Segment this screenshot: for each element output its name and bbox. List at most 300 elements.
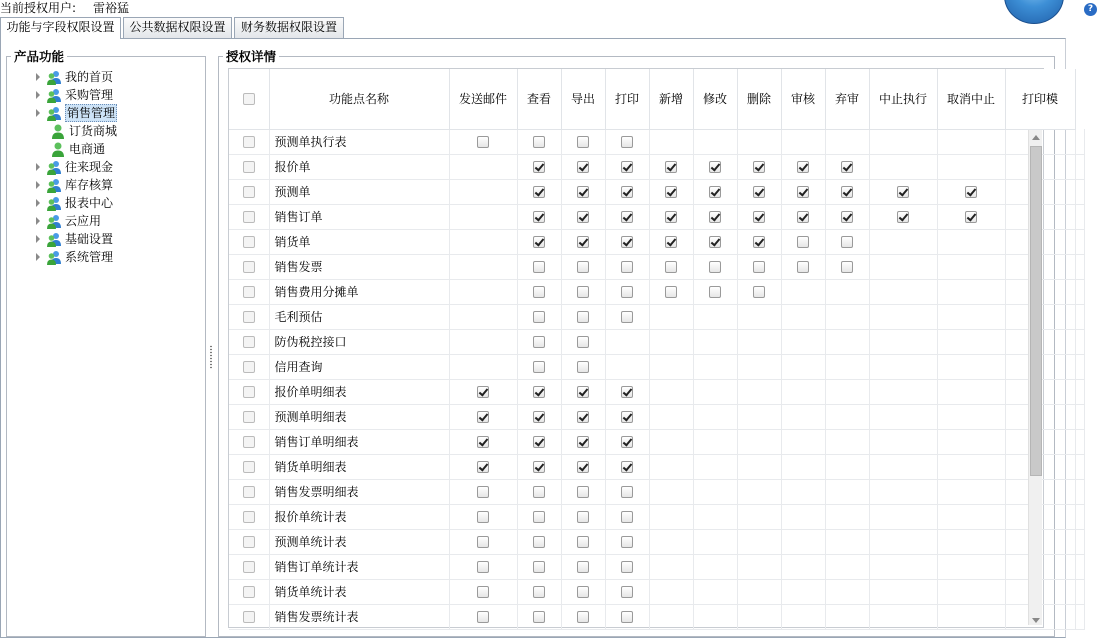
tab-public-data-permissions[interactable]: 公共数据权限设置 bbox=[123, 17, 232, 38]
permission-cell bbox=[937, 354, 1005, 379]
permission-cell bbox=[1075, 604, 1085, 629]
permission-checkbox[interactable] bbox=[753, 161, 765, 173]
select-all-checkbox[interactable] bbox=[243, 93, 255, 105]
permission-cell bbox=[605, 179, 649, 204]
row-select-cell bbox=[229, 204, 269, 229]
function-name-cell: 预测单明细表 bbox=[269, 404, 449, 429]
permission-checkbox[interactable] bbox=[577, 236, 589, 248]
permission-cell bbox=[781, 229, 825, 254]
permission-cell bbox=[825, 229, 869, 254]
permission-cell bbox=[781, 254, 825, 279]
permission-cell bbox=[693, 129, 737, 154]
permission-cell bbox=[649, 279, 693, 304]
permission-cell bbox=[693, 254, 737, 279]
permission-checkbox[interactable] bbox=[621, 261, 633, 273]
row-select-cell bbox=[229, 529, 269, 554]
splitter-handle[interactable] bbox=[209, 345, 213, 369]
row-select-checkbox[interactable] bbox=[243, 136, 255, 148]
permission-detail-title: 授权详情 bbox=[226, 49, 277, 64]
permission-cell bbox=[561, 529, 605, 554]
table-row bbox=[229, 179, 1085, 204]
permission-cell bbox=[605, 254, 649, 279]
row-select-checkbox[interactable] bbox=[243, 611, 255, 623]
permission-cell bbox=[649, 404, 693, 429]
permission-checkbox[interactable] bbox=[577, 136, 589, 148]
tab-finance-data-permissions[interactable]: 财务数据权限设置 bbox=[234, 17, 344, 38]
permission-checkbox[interactable] bbox=[665, 261, 677, 273]
permission-checkbox[interactable] bbox=[797, 211, 809, 223]
permission-cell bbox=[693, 379, 737, 404]
permission-checkbox[interactable] bbox=[577, 436, 589, 448]
permission-checkbox[interactable] bbox=[965, 211, 977, 223]
permission-checkbox[interactable] bbox=[621, 486, 633, 498]
permission-cell bbox=[737, 529, 781, 554]
permission-checkbox[interactable] bbox=[665, 286, 677, 298]
permission-checkbox[interactable] bbox=[577, 561, 589, 573]
permission-cell bbox=[649, 454, 693, 479]
permission-checkbox[interactable] bbox=[533, 461, 545, 473]
table-row bbox=[229, 404, 1085, 429]
permission-checkbox[interactable] bbox=[533, 286, 545, 298]
permission-checkbox[interactable] bbox=[577, 536, 589, 548]
row-select-checkbox[interactable] bbox=[243, 311, 255, 323]
table-row bbox=[229, 329, 1085, 354]
permission-cell bbox=[517, 404, 561, 429]
permission-cell bbox=[825, 129, 869, 154]
permission-checkbox[interactable] bbox=[753, 261, 765, 273]
column-header: 删除 bbox=[737, 69, 781, 129]
permission-cell bbox=[869, 579, 937, 604]
permission-checkbox[interactable] bbox=[577, 411, 589, 423]
permission-cell bbox=[649, 254, 693, 279]
function-name-cell: 销售发票明细表 bbox=[269, 479, 449, 504]
permission-checkbox[interactable] bbox=[533, 386, 545, 398]
permission-checkbox[interactable] bbox=[621, 536, 633, 548]
permission-checkbox[interactable] bbox=[533, 336, 545, 348]
permission-checkbox[interactable] bbox=[577, 186, 589, 198]
row-select-checkbox[interactable] bbox=[243, 561, 255, 573]
permission-cell bbox=[649, 204, 693, 229]
row-select-checkbox[interactable] bbox=[243, 286, 255, 298]
permission-cell bbox=[605, 404, 649, 429]
permission-cell bbox=[693, 329, 737, 354]
row-select-checkbox[interactable] bbox=[243, 461, 255, 473]
permission-cell bbox=[737, 204, 781, 229]
permission-cell bbox=[825, 504, 869, 529]
permission-checkbox[interactable] bbox=[477, 436, 489, 448]
permission-cell bbox=[449, 454, 517, 479]
permission-cell bbox=[737, 254, 781, 279]
permission-cell bbox=[561, 254, 605, 279]
permission-cell bbox=[517, 279, 561, 304]
permission-checkbox[interactable] bbox=[841, 211, 853, 223]
permission-checkbox[interactable] bbox=[621, 511, 633, 523]
row-select-cell bbox=[229, 554, 269, 579]
permission-checkbox[interactable] bbox=[577, 311, 589, 323]
permission-checkbox[interactable] bbox=[477, 611, 489, 623]
permission-checkbox[interactable] bbox=[753, 211, 765, 223]
permission-checkbox[interactable] bbox=[753, 236, 765, 248]
permission-checkbox[interactable] bbox=[533, 311, 545, 323]
expand-arrow-icon[interactable] bbox=[36, 163, 40, 171]
permission-checkbox[interactable] bbox=[665, 211, 677, 223]
permission-cell bbox=[1075, 429, 1085, 454]
permission-checkbox[interactable] bbox=[477, 486, 489, 498]
permission-cell bbox=[561, 204, 605, 229]
permission-checkbox[interactable] bbox=[577, 511, 589, 523]
function-name-cell: 销售订单明细表 bbox=[269, 429, 449, 454]
permission-checkbox[interactable] bbox=[709, 211, 721, 223]
permission-checkbox[interactable] bbox=[665, 236, 677, 248]
permission-cell bbox=[449, 479, 517, 504]
permission-checkbox[interactable] bbox=[533, 536, 545, 548]
permission-cell bbox=[693, 504, 737, 529]
permission-cell bbox=[781, 479, 825, 504]
permission-checkbox[interactable] bbox=[709, 261, 721, 273]
permission-cell bbox=[561, 429, 605, 454]
permission-cell bbox=[937, 204, 1005, 229]
permission-checkbox[interactable] bbox=[477, 136, 489, 148]
permission-checkbox[interactable] bbox=[797, 236, 809, 248]
permission-checkbox[interactable] bbox=[665, 186, 677, 198]
help-icon[interactable]: ? bbox=[1084, 3, 1097, 16]
permission-checkbox[interactable] bbox=[897, 186, 909, 198]
row-select-checkbox[interactable] bbox=[243, 161, 255, 173]
permission-cell bbox=[605, 129, 649, 154]
permission-cell bbox=[649, 504, 693, 529]
expand-arrow-icon[interactable] bbox=[36, 199, 40, 207]
permission-cell bbox=[517, 479, 561, 504]
permission-checkbox[interactable] bbox=[797, 261, 809, 273]
expand-arrow-icon[interactable] bbox=[36, 109, 40, 117]
permission-cell bbox=[605, 504, 649, 529]
row-select-checkbox[interactable] bbox=[243, 436, 255, 448]
permission-checkbox[interactable] bbox=[477, 411, 489, 423]
permission-cell bbox=[937, 404, 1005, 429]
row-select-checkbox[interactable] bbox=[243, 536, 255, 548]
permission-cell bbox=[781, 404, 825, 429]
tree-node-label: 库存核算 bbox=[65, 178, 114, 192]
permission-cell bbox=[869, 254, 937, 279]
permission-checkbox[interactable] bbox=[477, 461, 489, 473]
permission-checkbox[interactable] bbox=[621, 236, 633, 248]
permission-cell bbox=[1075, 504, 1085, 529]
permission-checkbox[interactable] bbox=[709, 236, 721, 248]
permission-cell bbox=[693, 404, 737, 429]
permission-checkbox[interactable] bbox=[797, 186, 809, 198]
permission-cell bbox=[825, 404, 869, 429]
row-select-cell bbox=[229, 504, 269, 529]
function-name-cell: 预测单执行表 bbox=[269, 129, 449, 154]
permission-checkbox[interactable] bbox=[477, 586, 489, 598]
permission-checkbox[interactable] bbox=[477, 561, 489, 573]
permission-cell bbox=[449, 529, 517, 554]
permission-checkbox[interactable] bbox=[533, 136, 545, 148]
permission-cell bbox=[517, 154, 561, 179]
permission-cell bbox=[781, 354, 825, 379]
permission-cell bbox=[649, 304, 693, 329]
permission-cell bbox=[937, 179, 1005, 204]
row-select-checkbox[interactable] bbox=[243, 411, 255, 423]
users-icon bbox=[46, 105, 62, 121]
function-name-cell: 信用查询 bbox=[269, 354, 449, 379]
row-select-checkbox[interactable] bbox=[243, 211, 255, 223]
permission-checkbox[interactable] bbox=[477, 536, 489, 548]
permission-checkbox[interactable] bbox=[621, 211, 633, 223]
row-select-checkbox[interactable] bbox=[243, 236, 255, 248]
permission-checkbox[interactable] bbox=[533, 186, 545, 198]
permission-checkbox[interactable] bbox=[577, 161, 589, 173]
scroll-up-icon[interactable] bbox=[1032, 135, 1040, 140]
permission-cell bbox=[449, 329, 517, 354]
permission-cell bbox=[693, 429, 737, 454]
permission-cell bbox=[781, 379, 825, 404]
permission-checkbox[interactable] bbox=[533, 586, 545, 598]
permission-checkbox[interactable] bbox=[577, 261, 589, 273]
permission-cell bbox=[449, 404, 517, 429]
permission-checkbox[interactable] bbox=[577, 386, 589, 398]
permission-checkbox[interactable] bbox=[477, 386, 489, 398]
permission-checkbox[interactable] bbox=[709, 186, 721, 198]
permission-cell bbox=[869, 479, 937, 504]
permission-checkbox[interactable] bbox=[577, 361, 589, 373]
permission-checkbox[interactable] bbox=[897, 211, 909, 223]
permission-cell bbox=[825, 254, 869, 279]
permission-cell bbox=[449, 554, 517, 579]
permission-cell bbox=[781, 154, 825, 179]
function-name-cell: 销售费用分摊单 bbox=[269, 279, 449, 304]
column-header: 打印模 bbox=[1005, 69, 1075, 129]
permission-checkbox[interactable] bbox=[709, 161, 721, 173]
permission-cell bbox=[449, 279, 517, 304]
permission-cell bbox=[649, 154, 693, 179]
permission-checkbox[interactable] bbox=[577, 486, 589, 498]
permission-cell bbox=[517, 229, 561, 254]
users-icon bbox=[46, 177, 62, 193]
permission-checkbox[interactable] bbox=[577, 586, 589, 598]
permission-cell bbox=[737, 229, 781, 254]
permission-cell bbox=[649, 179, 693, 204]
permission-cell bbox=[517, 129, 561, 154]
permission-checkbox[interactable] bbox=[533, 436, 545, 448]
permission-checkbox[interactable] bbox=[533, 236, 545, 248]
permission-cell bbox=[649, 579, 693, 604]
permission-cell bbox=[561, 354, 605, 379]
column-header: 导出 bbox=[561, 69, 605, 129]
permission-cell bbox=[937, 429, 1005, 454]
permission-checkbox[interactable] bbox=[621, 386, 633, 398]
scroll-down-icon[interactable] bbox=[1032, 618, 1040, 623]
permission-checkbox[interactable] bbox=[841, 236, 853, 248]
permission-checkbox[interactable] bbox=[965, 186, 977, 198]
permission-checkbox[interactable] bbox=[577, 461, 589, 473]
expand-arrow-icon[interactable] bbox=[36, 91, 40, 99]
permission-cell bbox=[449, 604, 517, 629]
permission-checkbox[interactable] bbox=[533, 411, 545, 423]
permission-checkbox[interactable] bbox=[533, 611, 545, 623]
users-icon bbox=[46, 249, 62, 265]
function-name-cell: 销售订单 bbox=[269, 204, 449, 229]
permission-cell bbox=[693, 529, 737, 554]
table-row bbox=[229, 304, 1085, 329]
permission-cell bbox=[781, 204, 825, 229]
permission-cell bbox=[693, 179, 737, 204]
permission-cell bbox=[561, 504, 605, 529]
permission-cell bbox=[561, 604, 605, 629]
permission-cell bbox=[561, 279, 605, 304]
permission-checkbox[interactable] bbox=[533, 261, 545, 273]
permission-checkbox[interactable] bbox=[577, 336, 589, 348]
function-name-cell: 销货单统计表 bbox=[269, 579, 449, 604]
permission-cell bbox=[605, 229, 649, 254]
permission-checkbox[interactable] bbox=[533, 511, 545, 523]
permission-checkbox[interactable] bbox=[533, 211, 545, 223]
table-row bbox=[229, 379, 1085, 404]
permission-checkbox[interactable] bbox=[621, 411, 633, 423]
permission-cell bbox=[561, 329, 605, 354]
tree-node-label: 采购管理 bbox=[65, 88, 114, 102]
row-select-checkbox[interactable] bbox=[243, 261, 255, 273]
permission-cell bbox=[869, 454, 937, 479]
permission-cell bbox=[517, 504, 561, 529]
row-select-checkbox[interactable] bbox=[243, 186, 255, 198]
permission-cell bbox=[937, 229, 1005, 254]
permission-checkbox[interactable] bbox=[621, 286, 633, 298]
users-icon bbox=[46, 213, 62, 229]
permission-checkbox[interactable] bbox=[841, 261, 853, 273]
row-select-checkbox[interactable] bbox=[243, 511, 255, 523]
permission-cell bbox=[825, 579, 869, 604]
table-row bbox=[229, 154, 1085, 179]
permission-cell bbox=[517, 329, 561, 354]
permission-cell bbox=[825, 354, 869, 379]
permission-cell bbox=[937, 304, 1005, 329]
row-select-cell bbox=[229, 129, 269, 154]
permission-cell bbox=[449, 254, 517, 279]
permission-cell bbox=[605, 554, 649, 579]
permission-checkbox[interactable] bbox=[797, 161, 809, 173]
row-select-checkbox[interactable] bbox=[243, 361, 255, 373]
tree-node-label: 销售管理 bbox=[67, 106, 116, 120]
users-icon bbox=[46, 87, 62, 103]
permission-checkbox[interactable] bbox=[841, 161, 853, 173]
permission-cell bbox=[1075, 404, 1085, 429]
expand-arrow-icon[interactable] bbox=[36, 253, 40, 261]
permission-cell bbox=[937, 479, 1005, 504]
row-select-cell bbox=[229, 179, 269, 204]
permission-cell bbox=[781, 504, 825, 529]
permission-cell bbox=[693, 154, 737, 179]
tree-node-label: 基础设置 bbox=[65, 232, 114, 246]
permission-checkbox[interactable] bbox=[577, 286, 589, 298]
row-select-checkbox[interactable] bbox=[243, 386, 255, 398]
table-row bbox=[229, 554, 1085, 579]
top-bar bbox=[0, 0, 1108, 17]
permission-cell bbox=[517, 579, 561, 604]
users-icon bbox=[46, 159, 62, 175]
permission-cell bbox=[737, 429, 781, 454]
permission-checkbox[interactable] bbox=[477, 511, 489, 523]
permission-checkbox[interactable] bbox=[709, 286, 721, 298]
permission-checkbox[interactable] bbox=[621, 461, 633, 473]
permission-checkbox[interactable] bbox=[621, 311, 633, 323]
permission-checkbox[interactable] bbox=[621, 611, 633, 623]
permission-cell bbox=[825, 604, 869, 629]
permission-cell bbox=[781, 554, 825, 579]
permission-checkbox[interactable] bbox=[577, 211, 589, 223]
grid-vertical-scrollbar[interactable] bbox=[1028, 130, 1042, 625]
expand-arrow-icon[interactable] bbox=[36, 235, 40, 243]
expand-arrow-icon[interactable] bbox=[36, 217, 40, 225]
row-select-cell bbox=[229, 304, 269, 329]
column-header: 审核 bbox=[781, 69, 825, 129]
permission-cell bbox=[693, 554, 737, 579]
permission-cell bbox=[869, 529, 937, 554]
permission-cell bbox=[1075, 304, 1085, 329]
current-user-label: 当前授权用户: bbox=[0, 1, 77, 15]
permission-checkbox[interactable] bbox=[577, 611, 589, 623]
expand-arrow-icon[interactable] bbox=[36, 73, 40, 81]
column-header: 打印 bbox=[605, 69, 649, 129]
row-select-cell bbox=[229, 154, 269, 179]
permission-cell bbox=[869, 154, 937, 179]
scrollbar-thumb[interactable] bbox=[1030, 146, 1042, 476]
permission-checkbox[interactable] bbox=[621, 161, 633, 173]
permission-checkbox[interactable] bbox=[533, 486, 545, 498]
permission-cell bbox=[781, 604, 825, 629]
tree-node-label: 云应用 bbox=[65, 214, 102, 228]
permission-checkbox[interactable] bbox=[753, 286, 765, 298]
permission-checkbox[interactable] bbox=[753, 186, 765, 198]
function-name-cell: 预测单统计表 bbox=[269, 529, 449, 554]
function-name-cell: 毛利预估 bbox=[269, 304, 449, 329]
permission-checkbox[interactable] bbox=[621, 561, 633, 573]
permission-checkbox[interactable] bbox=[621, 436, 633, 448]
function-name-cell: 销售发票统计表 bbox=[269, 604, 449, 629]
permission-cell bbox=[1075, 179, 1085, 204]
table-row bbox=[229, 204, 1085, 229]
permission-cell bbox=[781, 129, 825, 154]
row-select-checkbox[interactable] bbox=[243, 336, 255, 348]
permission-cell bbox=[517, 604, 561, 629]
permission-cell bbox=[1075, 129, 1085, 154]
row-select-cell bbox=[229, 279, 269, 304]
column-header: 功能点名称 bbox=[269, 69, 449, 129]
permission-checkbox[interactable] bbox=[533, 561, 545, 573]
row-select-checkbox[interactable] bbox=[243, 486, 255, 498]
permission-cell bbox=[449, 354, 517, 379]
tree-node-label: 系统管理 bbox=[65, 250, 114, 264]
permission-cell bbox=[605, 479, 649, 504]
permission-cell bbox=[649, 479, 693, 504]
expand-arrow-icon[interactable] bbox=[36, 181, 40, 189]
permission-checkbox[interactable] bbox=[621, 186, 633, 198]
permission-cell bbox=[517, 179, 561, 204]
row-select-checkbox[interactable] bbox=[243, 586, 255, 598]
permission-cell bbox=[1075, 354, 1085, 379]
row-select-cell bbox=[229, 404, 269, 429]
permission-checkbox[interactable] bbox=[533, 161, 545, 173]
table-row bbox=[229, 354, 1085, 379]
permission-cell bbox=[825, 554, 869, 579]
permission-checkbox[interactable] bbox=[621, 586, 633, 598]
permission-checkbox[interactable] bbox=[665, 161, 677, 173]
tab-function-field-permissions[interactable]: 功能与字段权限设置 bbox=[0, 17, 121, 39]
permission-checkbox[interactable] bbox=[621, 136, 633, 148]
permission-checkbox[interactable] bbox=[533, 361, 545, 373]
permission-cell bbox=[605, 529, 649, 554]
permission-checkbox[interactable] bbox=[841, 186, 853, 198]
